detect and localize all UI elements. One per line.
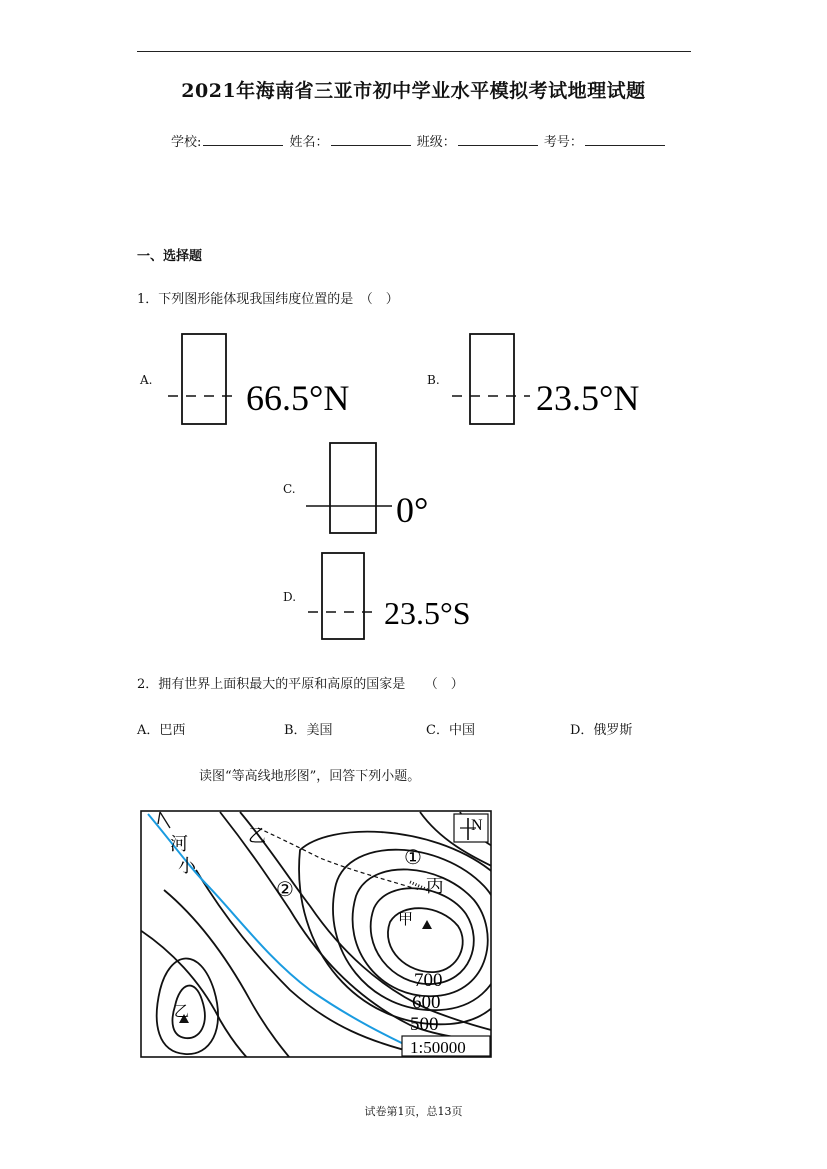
class-label: 班级： bbox=[416, 135, 456, 150]
q1-option-d-label: 23.5°S bbox=[384, 595, 471, 631]
q1-option-b-label: 23.5°N bbox=[536, 378, 640, 418]
river-label-xiao: 小 bbox=[178, 856, 196, 876]
q2-option-b[interactable]: B．美国 bbox=[284, 723, 333, 738]
school-label: 学校: bbox=[171, 135, 202, 150]
label-bing: 丙 bbox=[426, 876, 444, 896]
contour-map bbox=[140, 810, 492, 1058]
section-heading: 一、选择题 bbox=[137, 249, 203, 264]
question-2-stem: 2．拥有世界上面积最大的平原和高原的国家是 （ ） bbox=[137, 677, 464, 692]
contour-label-500: 500 bbox=[410, 1014, 439, 1035]
header-rule bbox=[137, 51, 691, 52]
map-outline-rect bbox=[182, 334, 226, 424]
map-frame bbox=[141, 811, 491, 1057]
flow-arrow-icon bbox=[158, 812, 170, 828]
name-blank[interactable] bbox=[331, 133, 411, 146]
label-yi-top: 乙 bbox=[248, 826, 266, 846]
q1-option-a-label: 66.5°N bbox=[246, 378, 350, 418]
page-footer: 试卷第1页，总13页 bbox=[364, 1105, 463, 1118]
q2-option-a[interactable]: A．巴西 bbox=[137, 723, 186, 738]
circled-two: ② bbox=[276, 879, 294, 901]
q2-option-c[interactable]: C．中国 bbox=[426, 723, 475, 738]
q1-option-d-figure[interactable] bbox=[308, 550, 498, 644]
q1-option-b-letter[interactable]: B. bbox=[427, 373, 440, 387]
q1-option-c-letter[interactable]: C. bbox=[283, 482, 296, 496]
question-1-stem: 1．下列图形能体现我国纬度位置的是 （ ） bbox=[137, 292, 399, 307]
map-outline-rect bbox=[470, 334, 514, 424]
map-outline-rect bbox=[322, 553, 364, 639]
name-label: 姓名： bbox=[289, 135, 329, 150]
student-info-line bbox=[171, 131, 667, 150]
label-yi-bottom: 乙 bbox=[174, 1004, 190, 1020]
school-blank[interactable] bbox=[203, 133, 283, 146]
label-jia: 甲 bbox=[398, 912, 414, 928]
reading-prompt: 读图“等高线地形图”，回答下列小题。 bbox=[199, 769, 421, 784]
q1-option-b-figure[interactable] bbox=[452, 332, 662, 428]
north-label: N bbox=[471, 817, 483, 834]
map-scale: 1:50000 bbox=[410, 1038, 466, 1057]
q2-option-d[interactable]: D．俄罗斯 bbox=[570, 723, 633, 738]
exam-number-blank[interactable] bbox=[585, 133, 665, 146]
peak-triangle-icon bbox=[422, 920, 432, 929]
map-outline-rect bbox=[330, 443, 376, 533]
contour-label-700: 700 bbox=[414, 970, 443, 991]
contour-label-600: 600 bbox=[412, 992, 441, 1013]
contour-lines bbox=[140, 812, 492, 1058]
q1-option-a-letter[interactable]: A. bbox=[140, 373, 153, 387]
q1-option-c-label: 0° bbox=[396, 490, 429, 530]
q1-option-d-letter[interactable]: D. bbox=[283, 590, 297, 604]
river-label-he: 河 bbox=[170, 834, 188, 854]
class-blank[interactable] bbox=[458, 133, 538, 146]
circled-one: ① bbox=[404, 847, 422, 869]
page-title: 2021年海南省三亚市初中学业水平模拟考试地理试题 bbox=[181, 80, 646, 102]
q1-option-a-figure[interactable] bbox=[168, 332, 368, 428]
exam-number-label: 考号： bbox=[543, 135, 583, 150]
q1-option-c-figure[interactable] bbox=[306, 440, 446, 536]
